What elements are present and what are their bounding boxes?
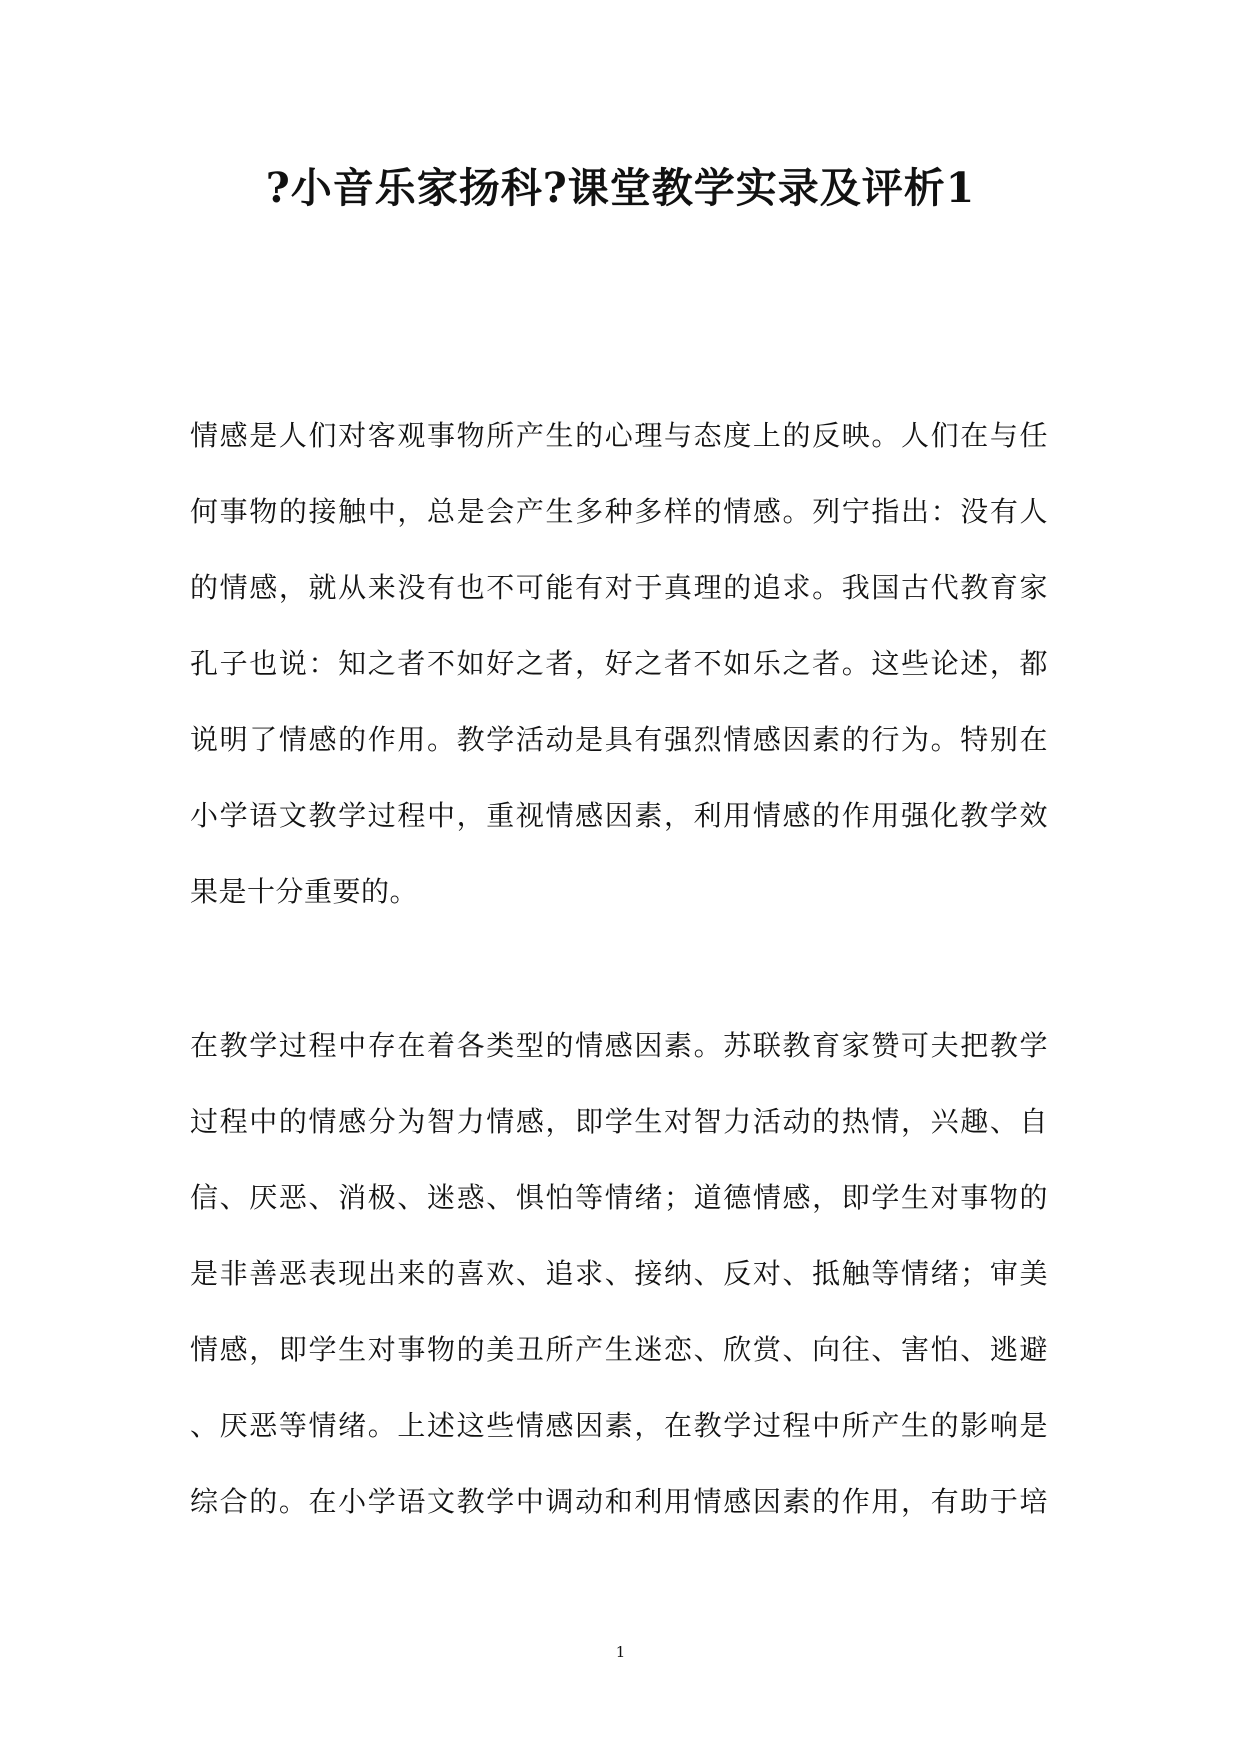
paragraph-line: 情感是人们对客观事物所产生的心理与态度上的反映。人们在与任 [190, 419, 1048, 452]
paragraph-2 [190, 1008, 1048, 1540]
paragraph-line: 综合的。在小学语文教学中调动和利用情感因素的作用，有助于培 [190, 1485, 1048, 1518]
paragraph-line: 是非善恶表现出来的喜欢、追求、接纳、反对、抵触等情绪；审美 [190, 1257, 1048, 1290]
paragraph-1 [190, 398, 1048, 930]
paragraph-line: 果是十分重要的。 [190, 875, 419, 908]
paragraph-line: 在教学过程中存在着各类型的情感因素。苏联教育家赞可夫把教学 [190, 1029, 1048, 1062]
page-number: 1 [615, 1643, 626, 1661]
paragraph-line: 情感，即学生对事物的美丑所产生迷恋、欣赏、向往、害怕、逃避 [190, 1333, 1048, 1366]
document-title: ?小音乐家扬科?课堂教学实录及评析1 [265, 164, 976, 212]
paragraph-line: 的情感，就从来没有也不可能有对于真理的追求。我国古代教育家 [190, 571, 1048, 604]
paragraph-line: 说明了情感的作用。教学活动是具有强烈情感因素的行为。特别在 [190, 723, 1048, 756]
paragraph-line: 信、厌恶、消极、迷惑、惧怕等情绪；道德情感，即学生对事物的 [190, 1181, 1048, 1214]
paragraph-line: 孔子也说：知之者不如好之者，好之者不如乐之者。这些论述，都 [190, 647, 1048, 680]
paragraph-line: 何事物的接触中，总是会产生多种多样的情感。列宁指出：没有人 [190, 495, 1048, 528]
paragraph-line: 小学语文教学过程中，重视情感因素，利用情感的作用强化教学效 [190, 799, 1048, 832]
paragraph-line: 过程中的情感分为智力情感，即学生对智力活动的热情，兴趣、自 [190, 1105, 1048, 1138]
paragraph-line: 、厌恶等情绪。上述这些情感因素，在教学过程中所产生的影响是 [190, 1409, 1048, 1442]
